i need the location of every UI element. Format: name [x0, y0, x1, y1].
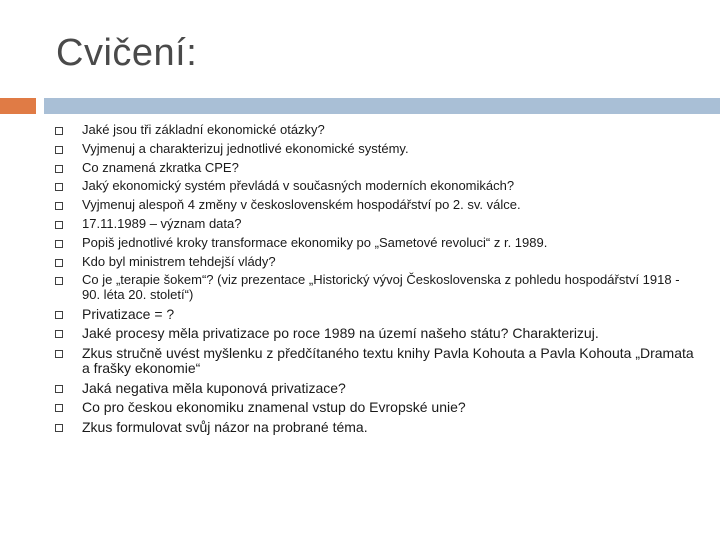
square-bullet-icon [55, 240, 63, 248]
list-item [54, 255, 694, 274]
list-item-text: Jaké jsou tři základní ekonomické otázky? [82, 122, 325, 137]
list-item [54, 326, 694, 346]
list-item-text: Zkus stručně uvést myšlenku z předčítaného textu knihy Pavla Kohouta a Pavla Kohouta „Dramata a frašky ekonomie“ [82, 344, 694, 377]
square-bullet-icon [55, 127, 63, 135]
list-item [54, 198, 694, 217]
list-item [54, 400, 694, 420]
square-bullet-icon [55, 311, 63, 319]
list-item-text: Co znamená zkratka CPE? [82, 159, 239, 175]
list-item-text: Popiš jednotlivé kroky transformace ekonomiky po „Sametové revoluci“ z r. 1989. [82, 234, 548, 250]
list-item-text: Privatizace = ? [82, 305, 175, 322]
list-item-text: Kdo byl ministrem tehdejší vlády? [82, 253, 276, 269]
list-item-text: Zkus formulovat svůj názor na probrané téma. [82, 418, 368, 435]
square-bullet-icon [55, 385, 63, 393]
list-item [54, 381, 694, 401]
list-item [54, 273, 694, 307]
square-bullet-icon [55, 404, 63, 412]
list-item-text: Jaké procesy měla privatizace po roce 1989 na území našeho státu? Charakterizuj. [82, 325, 599, 342]
list-item-text: Jaký ekonomický systém převládá v současných moderních ekonomikách? [82, 178, 515, 194]
list-item [54, 236, 694, 255]
square-bullet-icon [55, 183, 63, 191]
square-bullet-icon [55, 259, 63, 267]
list-item-text: Vyjmenuj alespoň 4 změny v československém hospodářství po 2. sv. válce. [82, 197, 521, 213]
list-item [54, 217, 694, 236]
list-item [54, 346, 694, 381]
title-rule-bar [44, 98, 720, 114]
slide-title: Cvičení: [56, 32, 198, 74]
square-bullet-icon [55, 277, 63, 285]
square-bullet-icon [55, 330, 63, 338]
list-item [54, 420, 694, 440]
list-item [54, 142, 694, 161]
list-item-text: Co pro českou ekonomiku znamenal vstup do Evropské unie? [82, 399, 466, 416]
accent-bar [0, 98, 36, 114]
square-bullet-icon [55, 424, 63, 432]
square-bullet-icon [55, 202, 63, 210]
list-item-text: Vyjmenuj a charakterizuj jednotlivé ekonomické systémy. [82, 140, 409, 156]
list-item-text: Co je „terapie šokem“? (viz prezentace „Historický vývoj Československa z pohledu hospodářství 1918 - 90. léta 20. století“) [82, 272, 680, 303]
list-item [54, 161, 694, 180]
list-item [54, 123, 694, 142]
square-bullet-icon [55, 165, 63, 173]
square-bullet-icon [55, 350, 63, 358]
list-item [54, 307, 694, 327]
list-item [54, 179, 694, 198]
square-bullet-icon [55, 221, 63, 229]
list-item-text: 17.11.1989 – význam data? [82, 215, 242, 231]
square-bullet-icon [55, 146, 63, 154]
bullet-list [54, 123, 694, 439]
list-item-text: Jaká negativa měla kuponová privatizace? [82, 379, 346, 396]
